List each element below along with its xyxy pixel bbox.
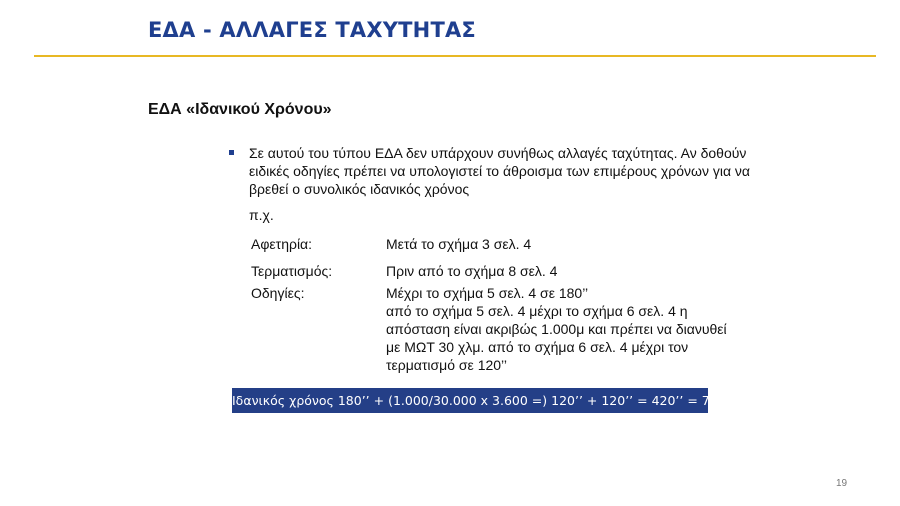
bullet-line-1: Σε αυτού του τύπου ΕΔΑ δεν υπάρχουν συνήθως αλλαγές ταχύτητας. Αν δοθούν xyxy=(249,145,747,161)
title-divider xyxy=(34,55,876,57)
bullet-line-3: βρεθεί ο συνολικός ιδανικός χρόνος xyxy=(249,181,470,197)
formula-box: Ιδανικός χρόνος 180’’ + (1.000/30.000 x 3.600 =) 120’’ + 120’’ = 420’’ = 7’ xyxy=(232,388,708,413)
row-instructions-line-1: Μέχρι το σχήμα 5 σελ. 4 σε 180’’ xyxy=(386,285,589,301)
example-label: π.χ. xyxy=(249,207,274,223)
row-instructions-line-5: τερματισμό σε 120’’ xyxy=(386,357,508,373)
slide-title: ΕΔΑ - ΑΛΛΑΓΕΣ ΤΑΧΥΤΗΤΑΣ xyxy=(148,18,476,42)
row-start-value: Μετά το σχήμα 3 σελ. 4 xyxy=(386,236,532,252)
row-instructions-line-3: απόσταση είναι ακριβώς 1.000μ και πρέπει να διανυθεί xyxy=(386,321,727,337)
row-finish-label: Τερματισμός: xyxy=(251,263,333,279)
row-instructions-line-2: από το σχήμα 5 σελ. 4 μέχρι το σχήμα 6 σελ. 4 η xyxy=(386,303,688,319)
row-finish-value: Πριν από το σχήμα 8 σελ. 4 xyxy=(386,263,558,279)
row-instructions-line-4: με ΜΩΤ 30 χλμ. από το σχήμα 6 σελ. 4 μέχρι τον xyxy=(386,339,689,355)
slide-subtitle: ΕΔΑ «Ιδανικού Χρόνου» xyxy=(148,101,332,118)
bullet-marker xyxy=(229,150,234,155)
bullet-line-2: ειδικές οδηγίες πρέπει να υπολογιστεί το άθροισμα των επιμέρους χρόνων για να xyxy=(249,163,751,179)
row-start-label: Αφετηρία: xyxy=(251,236,313,252)
row-instructions-label: Οδηγίες: xyxy=(251,285,305,301)
page-number: 19 xyxy=(836,478,848,489)
